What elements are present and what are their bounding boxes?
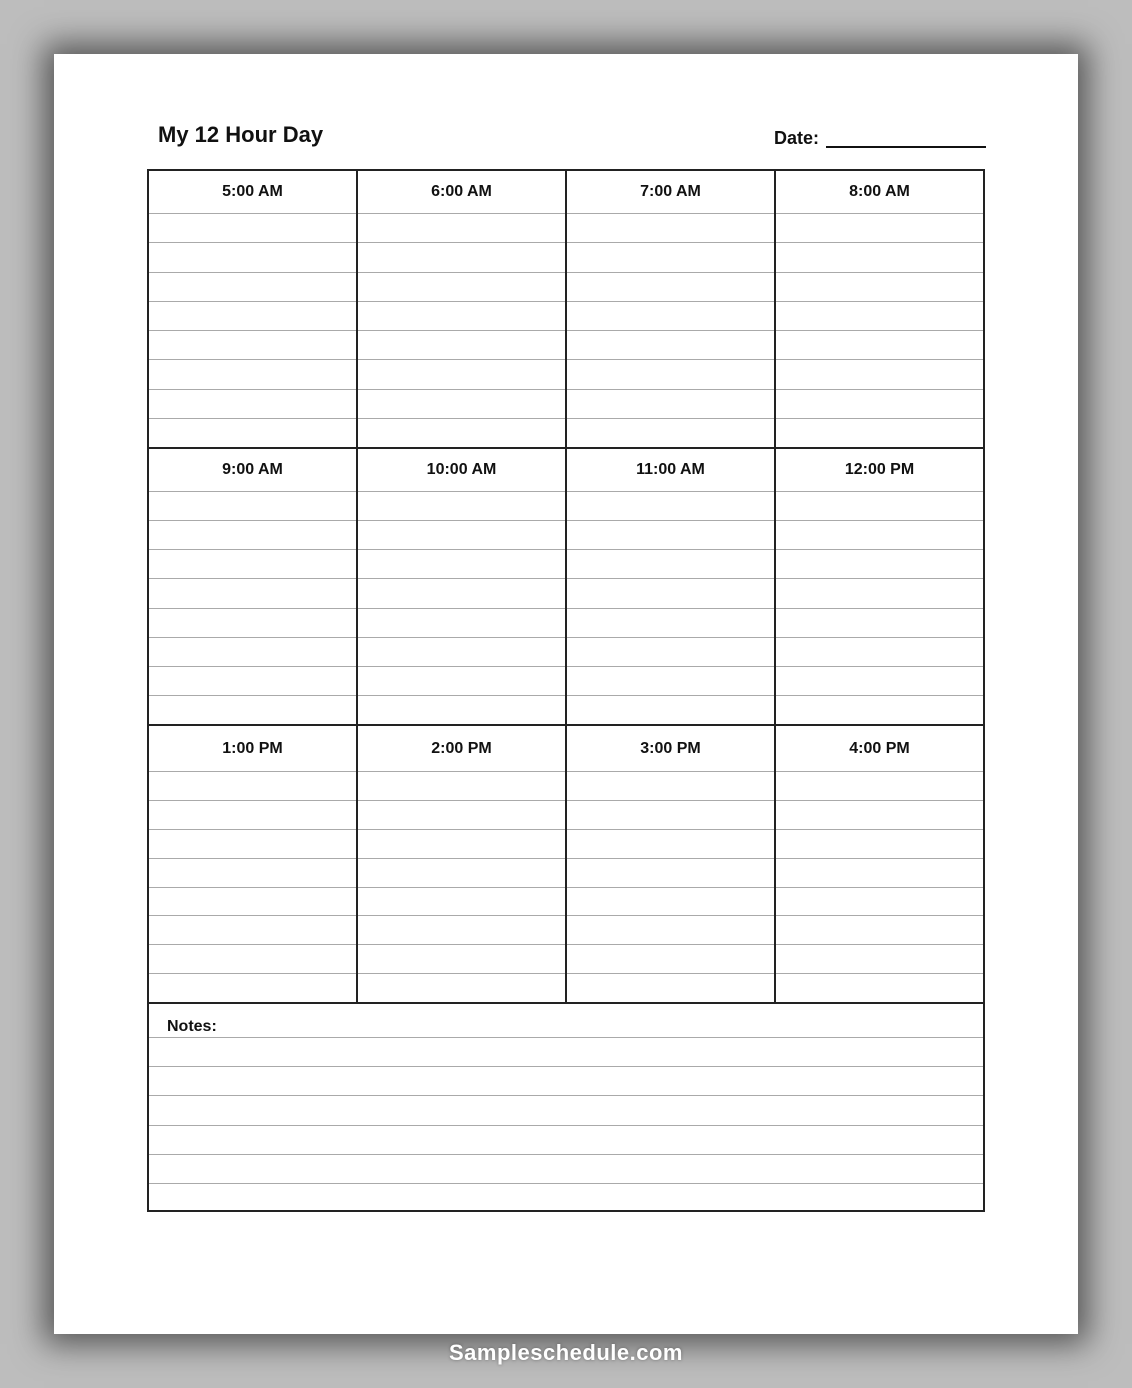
hour-row-1 [149,171,983,449]
notes-label: Notes: [149,1004,983,1038]
hour-label: 7:00 AM [567,171,774,214]
writing-line[interactable] [567,550,774,579]
writing-line[interactable] [567,521,774,550]
writing-line[interactable] [149,273,356,302]
writing-line[interactable] [358,390,565,419]
writing-line[interactable] [149,1067,983,1096]
writing-line[interactable] [149,916,356,945]
writing-line[interactable] [567,638,774,667]
writing-line[interactable] [358,302,565,331]
writing-line[interactable] [358,638,565,667]
writing-line[interactable] [149,696,356,724]
hour-label: 12:00 PM [776,449,983,492]
writing-line[interactable] [567,360,774,389]
writing-line[interactable] [149,1038,983,1067]
hour-label: 4:00 PM [776,726,983,772]
date-field-line[interactable] [826,146,986,148]
writing-line[interactable] [358,696,565,724]
writing-line[interactable] [149,390,356,419]
writing-line[interactable] [358,521,565,550]
writing-line[interactable] [776,830,983,859]
writing-line[interactable] [776,888,983,917]
writing-line[interactable] [149,550,356,579]
writing-line[interactable] [776,419,983,447]
writing-line[interactable] [149,360,356,389]
writing-line[interactable] [776,609,983,638]
writing-line[interactable] [567,579,774,608]
writing-line[interactable] [776,302,983,331]
writing-line[interactable] [358,243,565,272]
hour-label: 11:00 AM [567,449,774,492]
writing-line[interactable] [358,331,565,360]
hour-row-2 [149,449,983,726]
hour-label: 3:00 PM [567,726,774,772]
writing-line[interactable] [567,801,774,830]
writing-line[interactable] [358,360,565,389]
hour-block [358,171,567,447]
writing-line[interactable] [358,859,565,888]
watermark: Sampleschedule.com [449,1340,683,1365]
hour-label: 8:00 AM [776,171,983,214]
hour-row-3 [149,726,983,1004]
date-label: Date: [774,128,820,148]
writing-line[interactable] [776,331,983,360]
writing-line[interactable] [358,273,565,302]
hour-label: 5:00 AM [149,171,356,214]
hour-block [567,449,776,724]
writing-line[interactable] [149,521,356,550]
writing-line[interactable] [567,273,774,302]
writing-line[interactable] [776,492,983,521]
writing-line[interactable] [567,214,774,243]
writing-line[interactable] [149,859,356,888]
hour-label: 10:00 AM [358,449,565,492]
writing-line[interactable] [567,945,774,974]
writing-line[interactable] [776,360,983,389]
writing-line[interactable] [149,1155,983,1184]
writing-line[interactable] [776,859,983,888]
hour-label: 2:00 PM [358,726,565,772]
hour-block [149,726,358,1002]
writing-line[interactable] [567,331,774,360]
writing-line[interactable] [149,801,356,830]
writing-line[interactable] [358,609,565,638]
writing-line[interactable] [776,667,983,696]
writing-line[interactable] [358,888,565,917]
writing-line[interactable] [358,667,565,696]
writing-line[interactable] [149,214,356,243]
writing-line[interactable] [776,214,983,243]
hour-block [776,449,983,724]
writing-line[interactable] [358,419,565,447]
writing-line[interactable] [776,801,983,830]
writing-line[interactable] [358,579,565,608]
writing-line[interactable] [776,273,983,302]
writing-line[interactable] [567,419,774,447]
hour-block [776,726,983,1002]
writing-line[interactable] [776,550,983,579]
hour-block [567,726,776,1002]
hour-block [358,449,567,724]
writing-line[interactable] [149,419,356,447]
writing-line[interactable] [358,945,565,974]
writing-line[interactable] [358,916,565,945]
writing-line[interactable] [567,916,774,945]
writing-line[interactable] [149,331,356,360]
writing-line[interactable] [776,945,983,974]
writing-line[interactable] [567,859,774,888]
hour-block [149,449,358,724]
writing-line[interactable] [776,696,983,724]
writing-line[interactable] [567,830,774,859]
writing-line[interactable] [149,1096,983,1125]
writing-line[interactable] [776,916,983,945]
writing-line[interactable] [358,214,565,243]
writing-line[interactable] [358,772,565,801]
writing-line[interactable] [567,492,774,521]
writing-line[interactable] [149,609,356,638]
writing-line[interactable] [567,390,774,419]
writing-line[interactable] [149,1184,983,1212]
writing-line[interactable] [776,579,983,608]
schedule-grid [147,169,985,1212]
writing-line[interactable] [358,492,565,521]
writing-line[interactable] [149,830,356,859]
writing-line[interactable] [567,888,774,917]
writing-line[interactable] [776,974,983,1002]
writing-line[interactable] [149,638,356,667]
writing-line[interactable] [567,243,774,272]
writing-line[interactable] [149,772,356,801]
writing-line[interactable] [567,609,774,638]
writing-line[interactable] [567,974,774,1002]
hour-label: 9:00 AM [149,449,356,492]
hour-label: 1:00 PM [149,726,356,772]
writing-line[interactable] [567,667,774,696]
writing-line[interactable] [149,243,356,272]
writing-line[interactable] [776,638,983,667]
writing-line[interactable] [358,801,565,830]
planner-page [54,54,1078,1334]
writing-line[interactable] [776,243,983,272]
writing-line[interactable] [149,492,356,521]
hour-block [567,171,776,447]
writing-line[interactable] [358,830,565,859]
writing-line[interactable] [149,579,356,608]
writing-line[interactable] [149,945,356,974]
hour-block [149,171,358,447]
page-title: My 12 Hour Day [158,122,324,147]
hour-block [776,171,983,447]
notes-section [149,1004,983,1212]
writing-line[interactable] [149,667,356,696]
writing-line[interactable] [567,696,774,724]
writing-line[interactable] [149,302,356,331]
writing-line[interactable] [149,888,356,917]
writing-line[interactable] [358,550,565,579]
writing-line[interactable] [149,1126,983,1155]
writing-line[interactable] [358,974,565,1002]
writing-line[interactable] [149,974,356,1002]
hour-block [358,726,567,1002]
writing-line[interactable] [776,772,983,801]
hour-label: 6:00 AM [358,171,565,214]
writing-line[interactable] [567,302,774,331]
writing-line[interactable] [567,772,774,801]
writing-line[interactable] [776,521,983,550]
writing-line[interactable] [776,390,983,419]
